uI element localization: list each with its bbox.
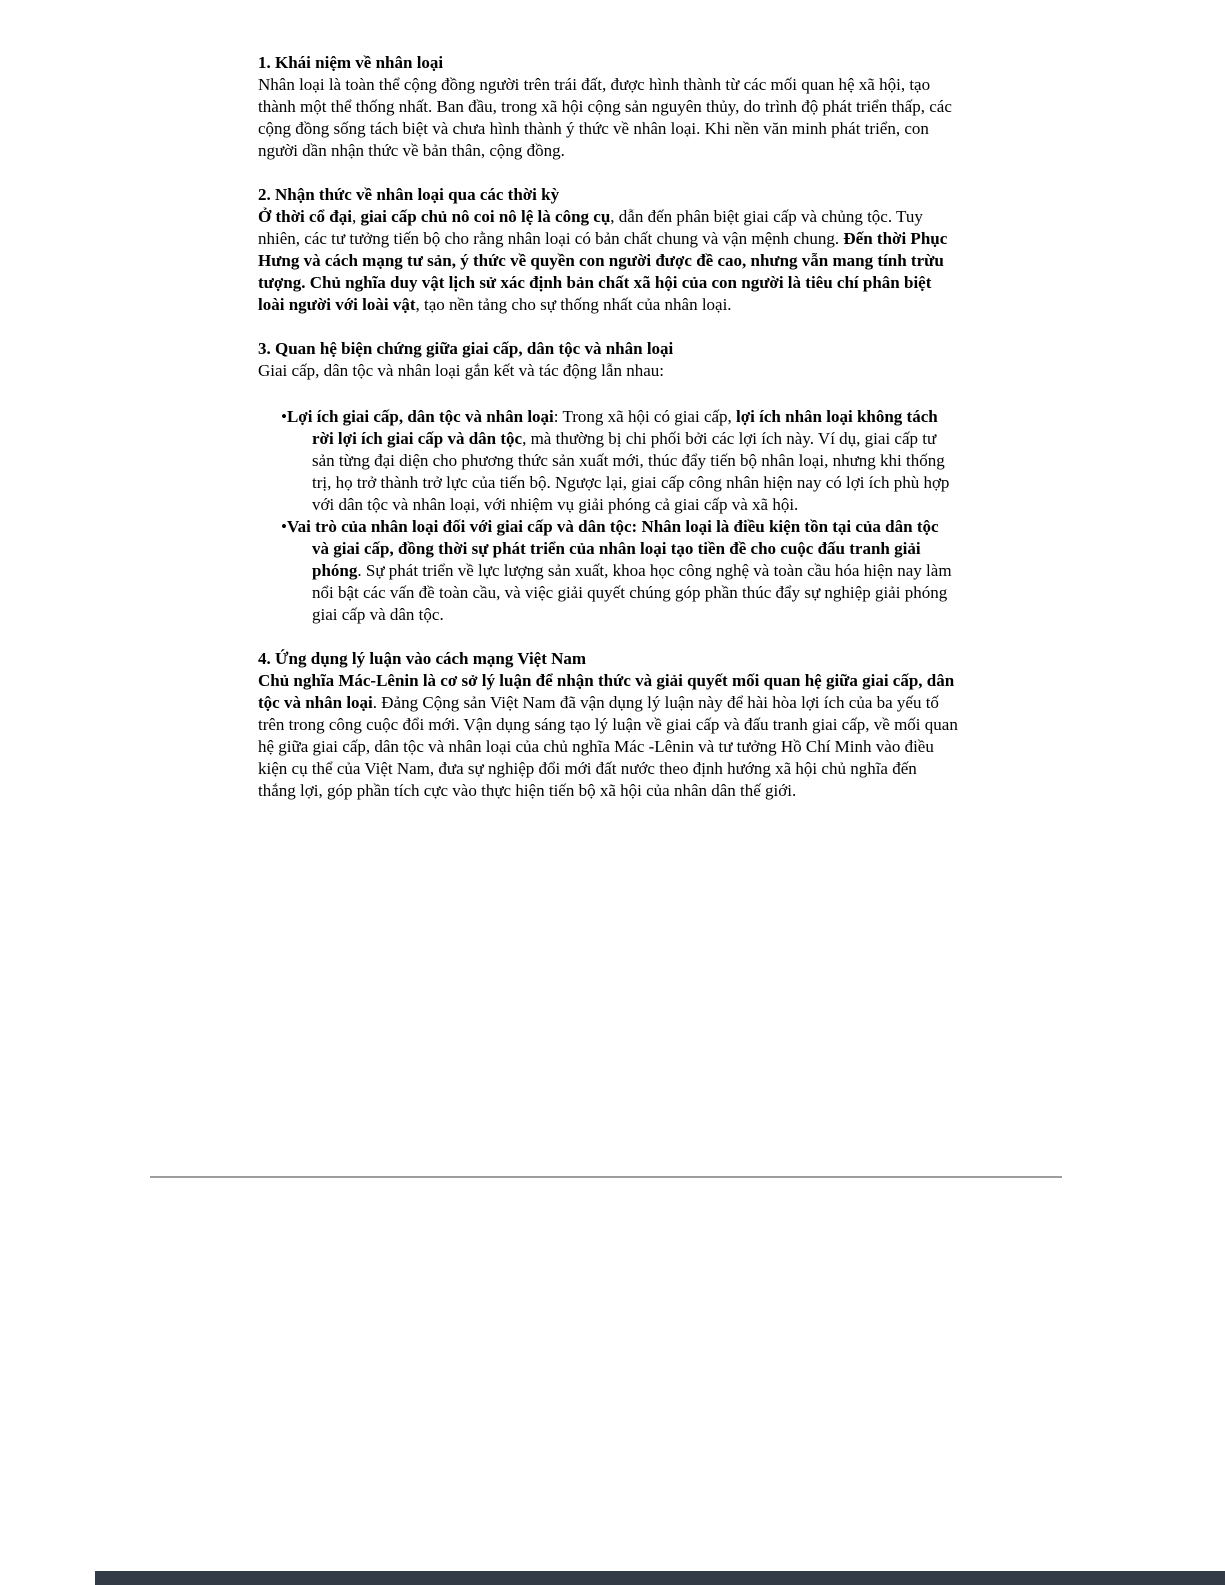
bottom-bar — [95, 1571, 1225, 1585]
section-dialectics — [258, 338, 958, 626]
section-intro: Giai cấp, dân tộc và nhân loại gắn kết và tác động lẫn nhau: — [258, 361, 664, 380]
section-paragraph: Ở thời cổ đại, giai cấp chủ nô coi nô lệ là công cụ, dẫn đến phân biệt giai cấp và chủng tộc. Tuy nhiên, các tư tưởng tiến bộ cho rằng nhân loại có bản chất chung và vận mệnh chung. Đến thời Phục Hưng và cách mạng tư sản, ý thức về quyền con người được đề cao, nhưng vẫn mang tính trừu tượng. Chủ nghĩa duy vật lịch sử xác định bản chất xã hội của con người là tiêu chí phân biệt loài người với loài vật, tạo nền tảng cho sự thống nhất của nhân loại. — [258, 207, 948, 314]
section-application — [258, 648, 958, 802]
list-item — [258, 516, 958, 626]
section-heading: 3. Quan hệ biện chứng giữa giai cấp, dân tộc và nhân loại — [258, 339, 674, 358]
bullet-icon: • — [281, 517, 287, 536]
list-item — [258, 406, 958, 516]
document-content — [258, 52, 958, 824]
section-concept — [258, 52, 958, 162]
section-heading: 1. Khái niệm về nhân loại — [258, 53, 444, 72]
section-heading: 4. Ứng dụng lý luận vào cách mạng Việt Nam — [258, 649, 587, 668]
section-history — [258, 184, 958, 316]
list-item-text: Lợi ích giai cấp, dân tộc và nhân loại: Trong xã hội có giai cấp, lợi ích nhân loại không tách rời lợi ích giai cấp và dân tộc, mà thường bị chi phối bởi các lợi ích này. Ví dụ, giai cấp tư sản từng đại diện cho phương thức sản xuất mới, thúc đẩy tiến bộ nhân loại, nhưng khi thống trị, họ trở thành trở lực của tiến bộ. Ngược lại, giai cấp công nhân hiện nay có lợi ích phù hợp với dân tộc và nhân loại, với nhiệm vụ giải phóng cả giai cấp và xã hội. — [286, 407, 950, 514]
bullet-icon: • — [281, 407, 287, 426]
horizontal-divider — [150, 1176, 1062, 1178]
section-heading: 2. Nhận thức về nhân loại qua các thời kỳ — [258, 185, 560, 204]
section-paragraph: Nhân loại là toàn thể cộng đồng người trên trái đất, được hình thành từ các mối quan hệ xã hội, tạo thành một thể thống nhất. Ban đầu, trong xã hội cộng sản nguyên thủy, do trình độ phát triển thấp, các cộng đồng sống tách biệt và chưa hình thành ý thức về nhân loại. Khi nền văn minh phát triển, con người dần nhận thức về bản thân, cộng đồng. — [258, 75, 952, 160]
bullet-list — [258, 406, 958, 626]
section-paragraph: Chủ nghĩa Mác-Lênin là cơ sở lý luận để nhận thức và giải quyết mối quan hệ giữa giai cấp, dân tộc và nhân loại. Đảng Cộng sản Việt Nam đã vận dụng lý luận này để hài hòa lợi ích của ba yếu tố trên trong công cuộc đổi mới. Vận dụng sáng tạo lý luận về giai cấp và đấu tranh giai cấp, về mối quan hệ giữa giai cấp, dân tộc và nhân loại của chủ nghĩa Mác -Lênin và tư tưởng Hồ Chí Minh vào điều kiện cụ thể của Việt Nam, đưa sự nghiệp đổi mới đất nước theo định hướng xã hội chủ nghĩa đến thắng lợi, góp phần tích cực vào thực hiện tiến bộ xã hội của nhân dân thế giới. — [258, 671, 958, 800]
list-item-text: Vai trò của nhân loại đối với giai cấp và dân tộc: Nhân loại là điều kiện tồn tại của dân tộc và giai cấp, đồng thời sự phát triển của nhân loại tạo tiền đề cho cuộc đấu tranh giải phóng. Sự phát triển về lực lượng sản xuất, khoa học công nghệ và toàn cầu hóa hiện nay làm nổi bật các vấn đề toàn cầu, và việc giải quyết chúng góp phần thúc đẩy sự nghiệp giải phóng giai cấp và dân tộc. — [286, 517, 952, 624]
